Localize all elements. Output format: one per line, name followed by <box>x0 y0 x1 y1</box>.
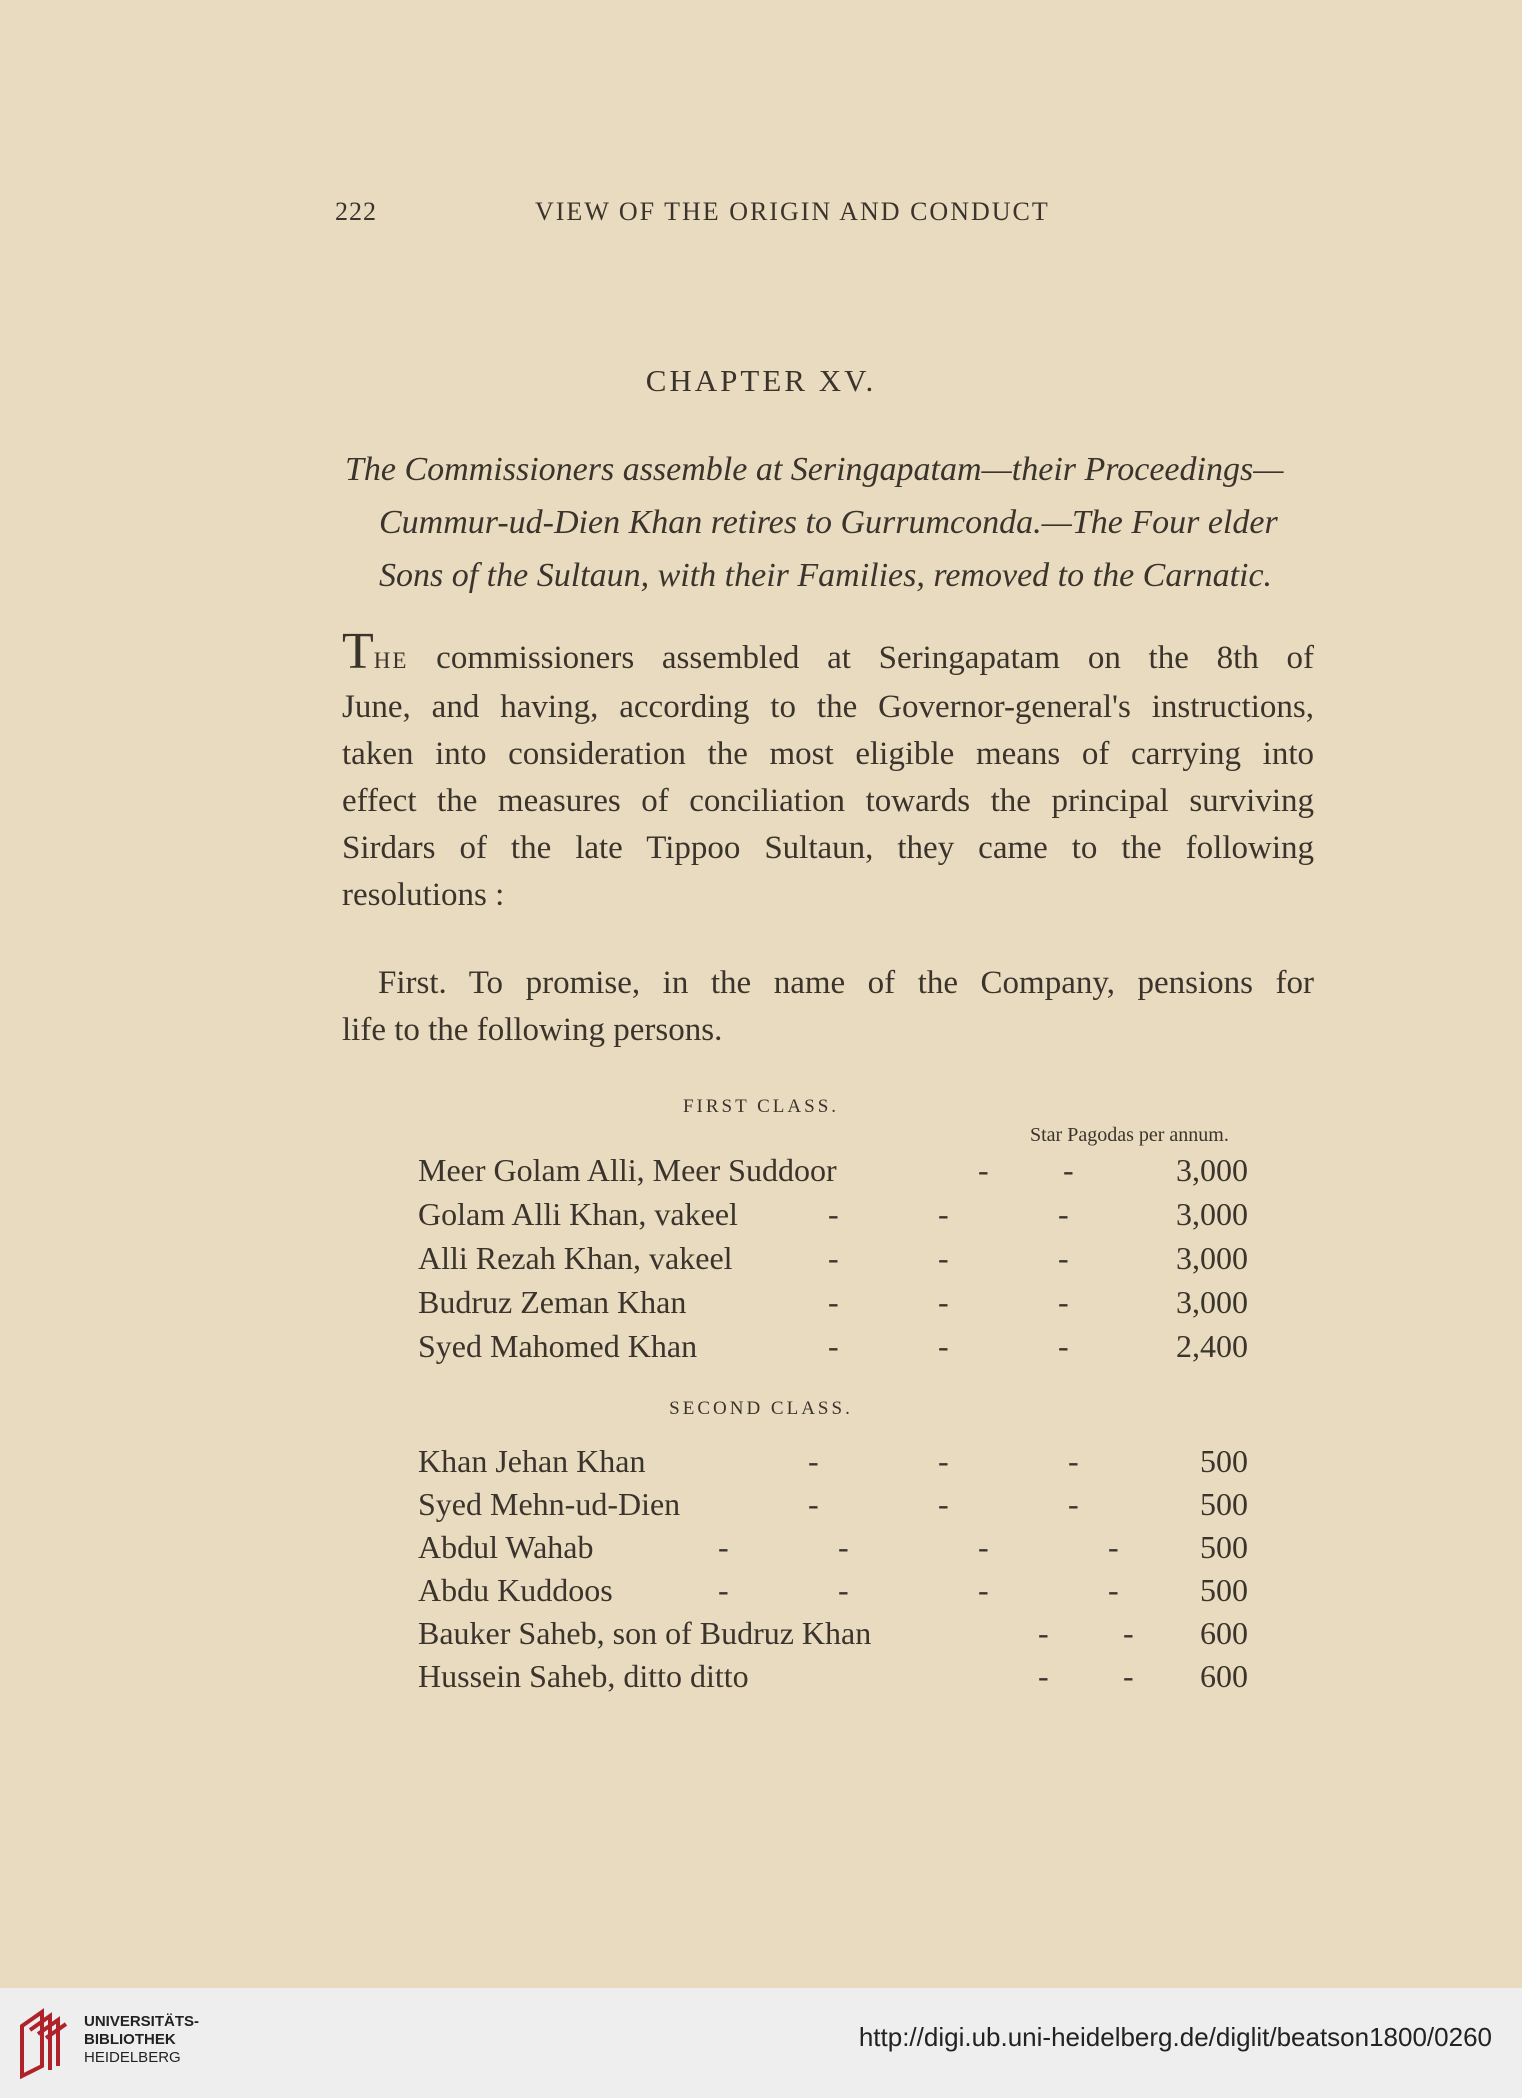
paragraph-line <box>342 623 1314 684</box>
leader-dash: - <box>938 1443 949 1479</box>
leader-dash: - <box>1068 1486 1079 1522</box>
pension-amount: 3,000 <box>1176 1196 1248 1232</box>
pensioner-name: Syed Mehn-ud-Dien <box>418 1486 681 1522</box>
pensioner-name: Alli Rezah Khan, vakeel <box>418 1240 733 1276</box>
leader-dash: - <box>938 1240 949 1276</box>
pension-amount: 500 <box>1200 1572 1248 1608</box>
pension-amount: 3,000 <box>1176 1240 1248 1276</box>
chapter-title: CHAPTER XV. <box>645 363 877 398</box>
leader-dash: - <box>838 1529 849 1565</box>
leader-dash: - <box>828 1196 839 1232</box>
pension-row <box>418 1615 1258 1659</box>
paragraph-line: effect the measures of conciliation towards the principal surviving <box>342 783 1314 819</box>
leader-dash: - <box>808 1486 819 1522</box>
leader-dash: - <box>1038 1658 1049 1694</box>
pensioner-name: Bauker Saheb, son of Budruz Khan <box>418 1615 872 1651</box>
pension-amount: 600 <box>1200 1658 1248 1694</box>
running-header <box>335 197 1115 237</box>
leader-dash: - <box>1123 1658 1134 1694</box>
library-line: UNIVERSITÄTS- <box>84 2013 200 2030</box>
pension-row <box>418 1529 1258 1573</box>
currency-unit: Star Pagodas per annum. <box>1030 1124 1229 1146</box>
leader-dash: - <box>1123 1615 1134 1651</box>
pension-row <box>418 1284 1258 1328</box>
leader-dash: - <box>1058 1284 1069 1320</box>
paragraph-line: Sirdars of the late Tippoo Sultaun, they came to the following <box>342 830 1314 866</box>
leader-dash: - <box>938 1284 949 1320</box>
pensioner-name: Khan Jehan Khan <box>418 1443 646 1479</box>
leader-dash: - <box>718 1572 729 1608</box>
leader-dash: - <box>1068 1443 1079 1479</box>
leader-dash: - <box>828 1284 839 1320</box>
leader-dash: - <box>1038 1615 1049 1651</box>
pension-row <box>418 1443 1258 1487</box>
pensioner-name: Syed Mahomed Khan <box>418 1328 698 1364</box>
pension-row <box>418 1196 1258 1240</box>
summary-line: Sons of the Sultaun, with their Families, removed to the Carnatic. <box>379 557 1273 594</box>
leader-dash: - <box>978 1529 989 1565</box>
leader-dash: - <box>838 1572 849 1608</box>
pensioner-name: Hussein Saheb, ditto ditto <box>418 1658 749 1694</box>
leader-dash: - <box>1058 1328 1069 1364</box>
pension-amount: 600 <box>1200 1615 1248 1651</box>
pension-amount: 3,000 <box>1176 1152 1248 1188</box>
leader-dash: - <box>1058 1196 1069 1232</box>
paragraph-first-resolution <box>342 960 1314 1054</box>
source-url[interactable]: http://digi.ub.uni-heidelberg.de/diglit/beatson1800/0260 <box>858 2022 1492 2052</box>
drop-cap: T <box>342 623 374 680</box>
leader-dash: - <box>1058 1240 1069 1276</box>
pension-row <box>418 1328 1258 1372</box>
pension-row <box>418 1658 1258 1702</box>
leader-dash: - <box>1108 1529 1119 1565</box>
paragraph-resolutions <box>342 623 1314 919</box>
paragraph-line: First. To promise, in the name of the Company, pensions for <box>378 965 1314 1001</box>
paragraph-line: June, and having, according to the Governor-general's instructions, <box>342 689 1314 725</box>
leader-dash: - <box>978 1572 989 1608</box>
library-line: BIBLIOTHEK <box>84 2031 176 2048</box>
footer-bar <box>0 1988 1522 2098</box>
library-logo-icon <box>16 2006 76 2080</box>
paragraph-line: life to the following persons. <box>342 1012 723 1048</box>
summary-line: The Commissioners assemble at Seringapatam—their Proceedings— <box>345 451 1284 488</box>
library-line: HEIDELBERG <box>84 2049 181 2066</box>
second-class-heading: SECOND CLASS. <box>669 1398 853 1419</box>
pension-row <box>418 1152 1258 1196</box>
pensioner-name: Meer Golam Alli, Meer Suddoor <box>418 1152 837 1188</box>
paragraph-line: resolutions : <box>342 877 505 913</box>
leader-dash: - <box>1108 1572 1119 1608</box>
pension-amount: 500 <box>1200 1443 1248 1479</box>
leader-dash: - <box>828 1240 839 1276</box>
pensioner-name: Budruz Zeman Khan <box>418 1284 687 1320</box>
leader-dash: - <box>1063 1152 1074 1188</box>
pensioner-name: Abdul Wahab <box>418 1529 594 1565</box>
chapter-summary <box>345 443 1315 602</box>
pension-amount: 3,000 <box>1176 1284 1248 1320</box>
pension-amount: 2,400 <box>1176 1328 1248 1364</box>
running-title: VIEW OF THE ORIGIN AND CONDUCT <box>535 197 1050 226</box>
leader-dash: - <box>938 1328 949 1364</box>
leader-dash: - <box>978 1152 989 1188</box>
pensioner-name: Abdu Kuddoos <box>418 1572 613 1608</box>
pension-amount: 500 <box>1200 1486 1248 1522</box>
pension-row <box>418 1486 1258 1530</box>
first-class-heading: FIRST CLASS. <box>682 1096 840 1117</box>
summary-line: Cummur-ud-Dien Khan retires to Gurrumconda.—The Four elder <box>379 504 1278 541</box>
pension-row <box>418 1240 1258 1284</box>
library-name <box>84 2013 199 2067</box>
leader-dash: - <box>828 1328 839 1364</box>
leader-dash: - <box>938 1196 949 1232</box>
pension-row <box>418 1572 1258 1616</box>
small-caps-word: HE <box>373 648 409 673</box>
leader-dash: - <box>808 1443 819 1479</box>
paragraph-line: taken into consideration the most eligible means of carrying into <box>342 736 1314 772</box>
page-number: 222 <box>335 197 377 226</box>
leader-dash: - <box>938 1486 949 1522</box>
pensioner-name: Golam Alli Khan, vakeel <box>418 1196 738 1232</box>
pension-amount: 500 <box>1200 1529 1248 1565</box>
leader-dash: - <box>718 1529 729 1565</box>
paragraph-text: commissioners assembled at Seringapatam on the 8th of <box>408 640 1314 676</box>
